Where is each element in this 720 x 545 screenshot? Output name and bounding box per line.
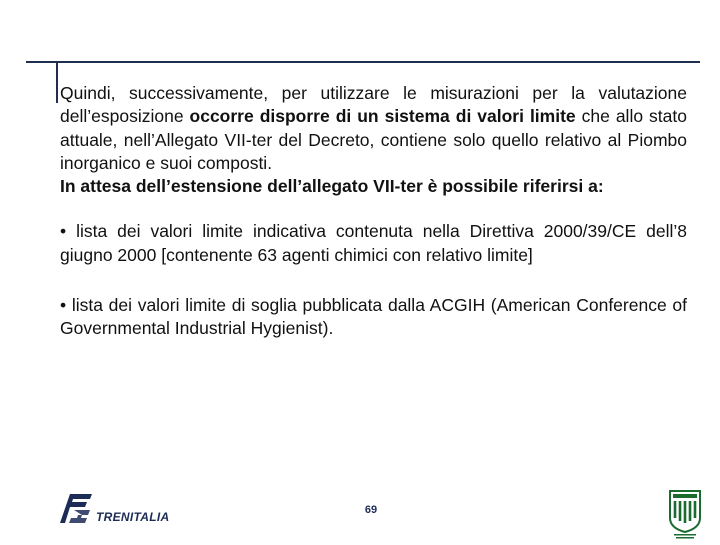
paragraph-1-bold: occorre disporre di un sistema di valori limite: [189, 106, 576, 127]
bullet-item-2: • lista dei valori limite di soglia pubblicata dalla ACGIH (American Conference of Governmental Industrial Hygienist).: [60, 295, 687, 339]
left-rule: [56, 63, 58, 103]
trenitalia-logo-text: TRENITALIA: [96, 510, 170, 524]
paragraph-1: [60, 82, 687, 175]
university-crest-icon: [666, 488, 704, 540]
bullet-item-1: • lista dei valori limite indicativa contenuta nella Direttiva 2000/39/CE dell’8 giugno 2000 [contenente 63 agenti chimici con relativo limite]: [60, 221, 687, 265]
fs-logo-icon: [60, 492, 94, 526]
university-crest-logo: [666, 488, 704, 540]
page-number: 69: [364, 504, 378, 516]
paragraph-1-conclusion: [60, 175, 687, 198]
paragraph-1-text-a: Quindi, successivamente, per utilizzare le misurazioni per la valutazione dell’esposizione: [60, 83, 687, 127]
slide-content: [60, 82, 687, 341]
paragraph-1-text-b: che allo stato attuale, nell’Allegato VII-ter del Decreto, contiene solo quello relativo al Piombo inorganico e suoi composti.: [60, 106, 687, 173]
conclusion-bold: In attesa dell’estensione dell’allegato VII-ter è possibile riferirsi a:: [60, 176, 604, 197]
top-rule: [26, 61, 700, 63]
trenitalia-logo: [60, 492, 190, 526]
